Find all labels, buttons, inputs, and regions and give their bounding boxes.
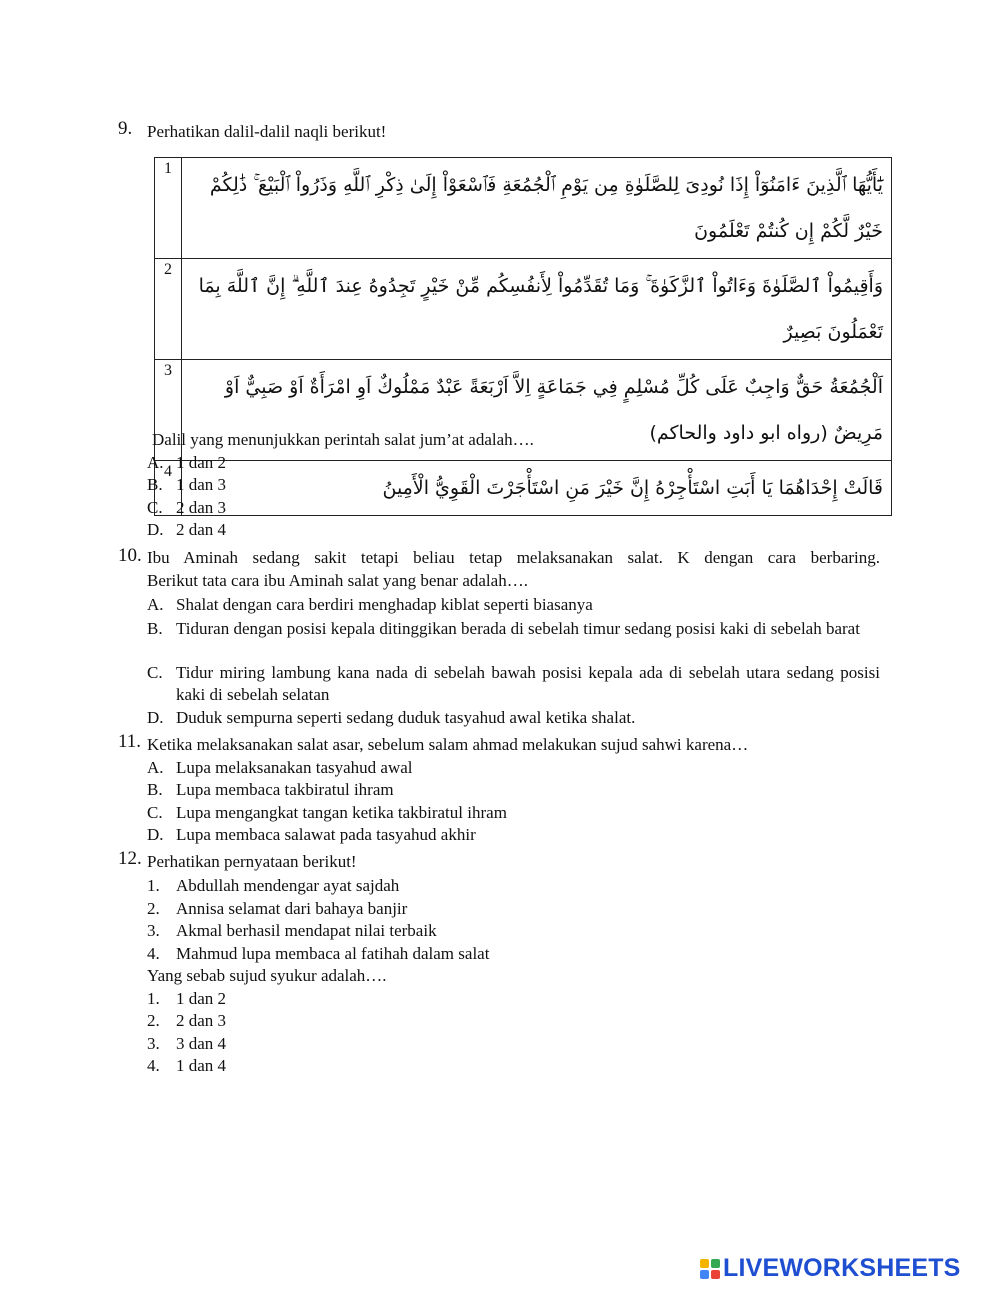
answer-option[interactable]: 1. 1 dan 2 (147, 989, 227, 1008)
answer-option[interactable]: B. Lupa membaca takbiratul ihram (147, 780, 394, 799)
question-9-text: Dalil yang menunjukkan perintah salat jum’at adalah…. (152, 430, 534, 449)
answer-option[interactable]: C. Tidur miring lambung kana nada di sebelah bawah posisi kepala ada di sebelah utara sedang posisi kaki di sebelah selatan (147, 663, 880, 704)
dalil-number: 1 (155, 158, 182, 259)
question-12-text: Yang sebab sujud syukur adalah…. (147, 966, 387, 985)
statement-item: 2. Annisa selamat dari bahaya banjir (147, 899, 408, 918)
answer-option[interactable]: C. Lupa mengangkat tangan ketika takbiratul ihram (147, 803, 507, 822)
answer-option[interactable]: 2. 2 dan 3 (147, 1011, 227, 1030)
liveworksheets-logo[interactable] (700, 1254, 961, 1283)
statement-item: 1. Abdullah mendengar ayat sajdah (147, 876, 400, 895)
dalil-number: 3 (155, 360, 182, 461)
dalil-number: 4 (155, 461, 182, 516)
question-10-prompt-line1: Ibu Aminah sedang sakit tetapi beliau tetap melaksanakan salat. K dengan cara berbaring. (147, 548, 880, 567)
dalil-arabic: يَٰٓأَيُّهَا ٱلَّذِينَ ءَامَنُوٓاْ إِذَا نُودِىَ لِلصَّلَوٰةِ مِن يَوْمِ ٱلْجُمُعَةِ فَٱسْعَوْاْ إِلَىٰ ذِكْرِ ٱللَّهِ وَذَرُواْ ٱلْبَيْعَ ۚ ذَٰلِكُمْ خَيْرٌ لَّكُمْ إِن كُنتُمْ تَعْلَمُونَ (182, 158, 892, 259)
dalil-arabic: اَلْجُمُعَةُ حَقٌّ وَاجِبٌ عَلَى كُلِّ مُسْلِمٍ فِي جَمَاعَةٍ اِلاَّ اَرْبَعَةً عَبْدٌ مَمْلُوكٌ اَوِ امْرَأَةٌ اَوْ صَبِيٌّ اَوْ مَرِيضٌ (رواه ابو داود والحاكم) (182, 360, 892, 461)
answer-option[interactable]: B. Tiduran dengan posisi kepala ditinggikan berada di sebelah timur sedang posisi kaki di sebelah barat (147, 619, 860, 638)
question-12-prompt: Perhatikan pernyataan berikut! (147, 852, 357, 871)
answer-option[interactable]: 3. 3 dan 4 (147, 1034, 227, 1053)
logo-blocks-icon (700, 1259, 720, 1279)
question-11-prompt: Ketika melaksanakan salat asar, sebelum salam ahmad melakukan sujud sahwi karena… (147, 735, 749, 754)
brand-text: LIVEWORKSHEETS (723, 1254, 961, 1282)
answer-option[interactable]: C. 2 dan 3 (147, 498, 227, 517)
question-9-prompt: Perhatikan dalil-dalil naqli berikut! (147, 122, 387, 141)
answer-option[interactable]: D. Duduk sempurna seperti sedang duduk tasyahud awal ketika shalat. (147, 708, 636, 727)
question-11-number: 11. (118, 731, 142, 752)
question-9-number: 9. (118, 118, 133, 139)
answer-option[interactable]: D. Lupa membaca salawat pada tasyahud akhir (147, 825, 476, 844)
question-10-number: 10. (118, 545, 142, 566)
question-10-prompt-line2: Berikut tata cara ibu Aminah salat yang benar adalah…. (147, 571, 528, 590)
dalil-arabic: قَالَتْ إِحْدَاهُمَا يَا أَبَتِ اسْتَأْجِرْهُ إِنَّ خَيْرَ مَنِ اسْتَأْجَرْتَ الْقَوِيُّ الْأَمِينُ (182, 461, 892, 516)
question-12-number: 12. (118, 848, 142, 869)
statement-item: 4. Mahmud lupa membaca al fatihah dalam salat (147, 944, 490, 963)
dalil-row (155, 259, 892, 360)
dalil-row (155, 158, 892, 259)
answer-option[interactable]: B. 1 dan 3 (147, 475, 227, 494)
answer-option[interactable]: D. 2 dan 4 (147, 520, 227, 539)
answer-option[interactable]: 4. 1 dan 4 (147, 1056, 227, 1075)
answer-option[interactable]: A. Shalat dengan cara berdiri menghadap kiblat seperti biasanya (147, 595, 593, 614)
dalil-arabic: وَأَقِيمُواْ ٱلصَّلَوٰةَ وَءَاتُواْ ٱلزَّكَوٰةَ ۚ وَمَا تُقَدِّمُواْ لِأَنفُسِكُم مِّنْ خَيْرٍ تَجِدُوهُ عِندَ ٱللَّهِ ۗ إِنَّ ٱللَّهَ بِمَا تَعْمَلُونَ بَصِيرٌ (182, 259, 892, 360)
dalil-number: 2 (155, 259, 182, 360)
answer-option[interactable]: A. 1 dan 2 (147, 453, 227, 472)
statement-item: 3. Akmal berhasil mendapat nilai terbaik (147, 921, 437, 940)
answer-option[interactable]: A. Lupa melaksanakan tasyahud awal (147, 758, 413, 777)
